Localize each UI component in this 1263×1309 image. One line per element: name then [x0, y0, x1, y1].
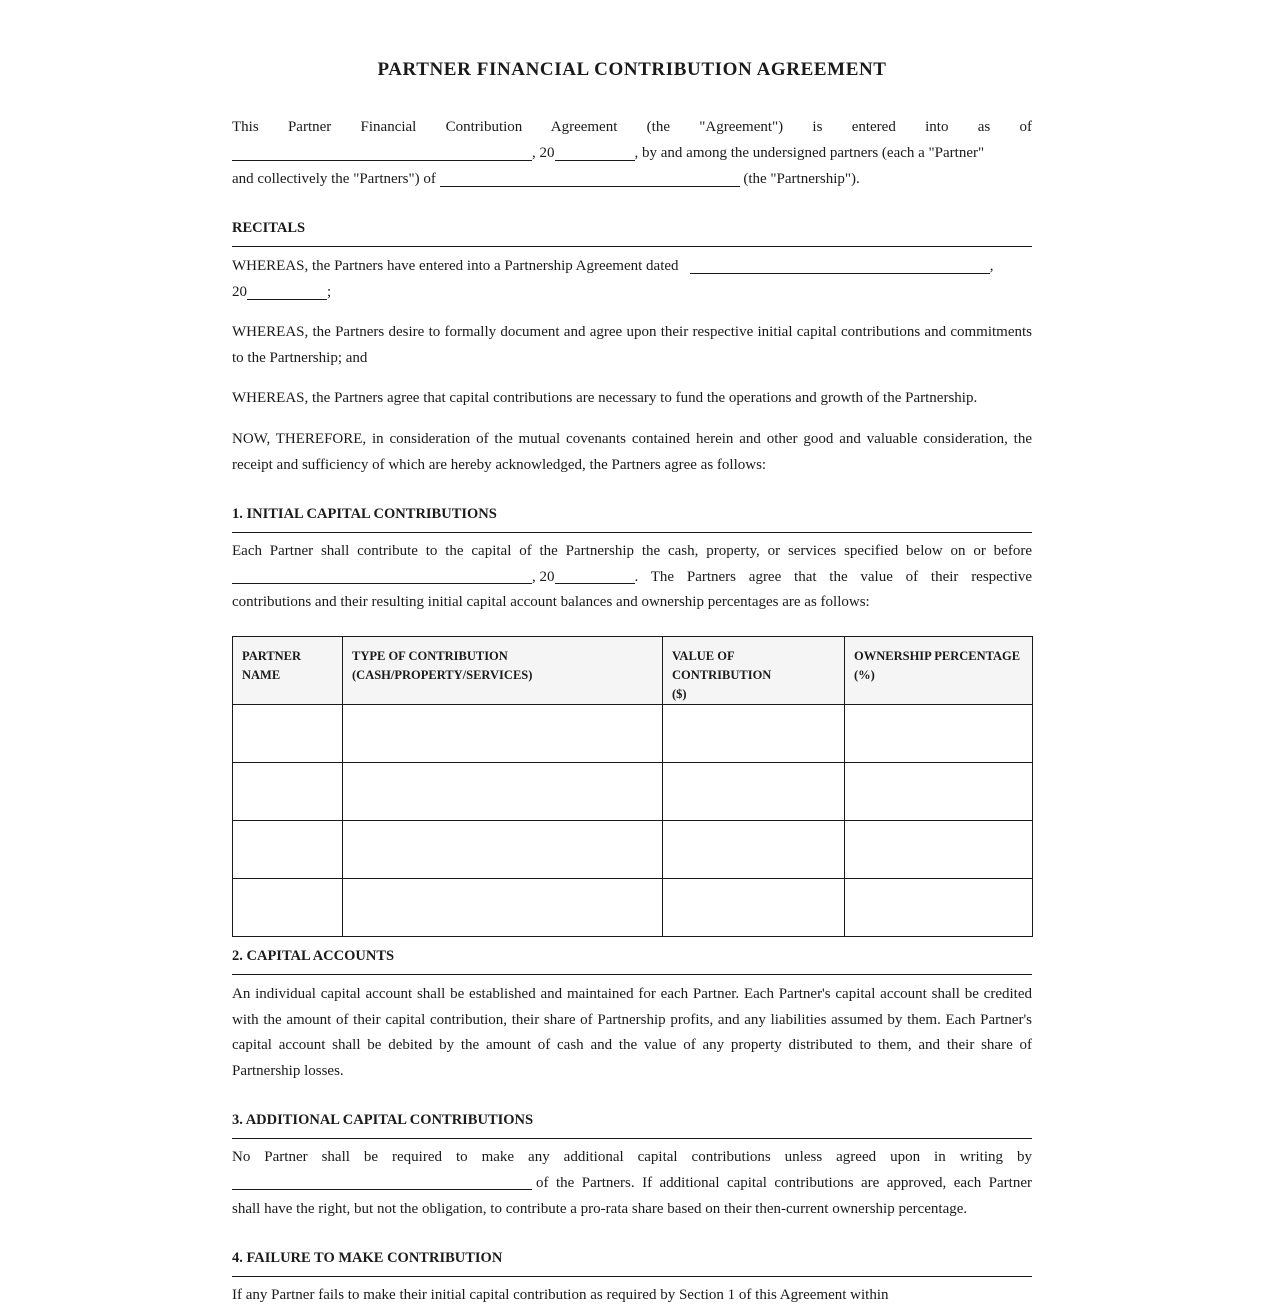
whereas-1-line-2: 20 ; [232, 280, 1032, 306]
section-4-body: If any Partner fails to make their initial capital contribution as required by Section 1 of this Agreement within [232, 1287, 889, 1303]
partnership-agreement-date-blank[interactable] [690, 255, 990, 274]
approval-threshold-blank[interactable] [232, 1171, 532, 1190]
section-3-line-2: of the Partners. If additional capital contributions are approved, each Partner [232, 1171, 1032, 1197]
section-1-heading: 1. INITIAL CAPITAL CONTRIBUTIONS [232, 504, 1032, 533]
partnership-agreement-year-blank[interactable] [247, 281, 327, 300]
contribution-date-blank[interactable] [232, 565, 532, 584]
section-3-line-3: shall have the right, but not the obligation, to contribute a pro-rata share based on their then-current ownership percentage. [232, 1201, 968, 1217]
table-row [233, 821, 1033, 879]
table-cell[interactable] [233, 879, 343, 937]
section-3-line-1: No Partner shall be required to make any additional capital contributions unless agreed upon in writing by [232, 1149, 1032, 1165]
year-blank[interactable] [555, 142, 635, 161]
header-partner-name: PARTNER NAME [233, 637, 343, 705]
table-cell[interactable] [663, 879, 845, 937]
section-1-line-1: Each Partner shall contribute to the capital of the Partnership the cash, property, or services specified below on or before [232, 543, 1032, 559]
table-cell[interactable] [343, 763, 663, 821]
table-cell[interactable] [343, 821, 663, 879]
table-cell[interactable] [663, 763, 845, 821]
table-cell[interactable] [845, 821, 1033, 879]
table-cell[interactable] [663, 821, 845, 879]
table-cell[interactable] [233, 705, 343, 763]
table-cell[interactable] [663, 705, 845, 763]
section-1-line-2: , 20 . The Partners agree that the value of their respective [232, 565, 1032, 591]
section-4-heading: 4. FAILURE TO MAKE CONTRIBUTION [232, 1248, 1032, 1277]
table-header-row [233, 637, 1033, 705]
recitals-heading: RECITALS [232, 218, 1032, 247]
now-therefore: NOW, THEREFORE, in consideration of the mutual covenants contained herein and other good and valuable consideration, the receipt and sufficiency of which are hereby acknowledged, the Partners agree as follows: [232, 431, 1032, 473]
date-blank[interactable] [232, 142, 532, 161]
header-value-of-contribution: VALUE OF CONTRIBUTION ($) [663, 637, 845, 705]
table-cell[interactable] [233, 821, 343, 879]
whereas-3: WHEREAS, the Partners agree that capital contributions are necessary to fund the operations and growth of the Partnership. [232, 390, 978, 406]
intro-line-2: , 20 , by and among the undersigned partners (each a "Partner" [232, 141, 1032, 167]
table-row [233, 879, 1033, 937]
table-cell[interactable] [845, 763, 1033, 821]
whereas-2: WHEREAS, the Partners desire to formally document and agree upon their respective initial capital contributions and commitments to the Partnership; and [232, 324, 1032, 366]
section-2-body: An individual capital account shall be established and maintained for each Partner. Each Partner's capital account shall be credited with the amount of their capital contribution, their share of Partnership profits, and any liabilities assumed by them. Each Partner's capital account shall be debited by the amount of cash and the value of any property distributed to them, and their share of Partnership losses. [232, 986, 1032, 1079]
whereas-1-line-1: WHEREAS, the Partners have entered into a Partnership Agreement dated , [232, 254, 1032, 280]
table-cell[interactable] [233, 763, 343, 821]
table-cell[interactable] [343, 879, 663, 937]
partnership-name-blank[interactable] [440, 168, 740, 187]
section-1-line-3: contributions and their resulting initial capital account balances and ownership percentages are as follows: [232, 594, 870, 610]
section-3-heading: 3. ADDITIONAL CAPITAL CONTRIBUTIONS [232, 1110, 1032, 1139]
contribution-table [232, 636, 1033, 937]
document-title: PARTNER FINANCIAL CONTRIBUTION AGREEMENT [377, 59, 887, 80]
intro-line-3: and collectively the "Partners") of (the "Partnership"). [232, 167, 1032, 193]
header-type-of-contribution: TYPE OF CONTRIBUTION (CASH/PROPERTY/SERVICES) [343, 637, 663, 705]
table-cell[interactable] [845, 879, 1033, 937]
table-row [233, 705, 1033, 763]
intro-line-1: This Partner Financial Contribution Agreement (the "Agreement") is entered into as of [232, 119, 1032, 135]
table-cell[interactable] [343, 705, 663, 763]
header-ownership-percentage: OWNERSHIP PERCENTAGE (%) [845, 637, 1033, 705]
contribution-year-blank[interactable] [555, 565, 635, 584]
table-cell[interactable] [845, 705, 1033, 763]
table-row [233, 763, 1033, 821]
section-2-heading: 2. CAPITAL ACCOUNTS [232, 946, 1032, 975]
